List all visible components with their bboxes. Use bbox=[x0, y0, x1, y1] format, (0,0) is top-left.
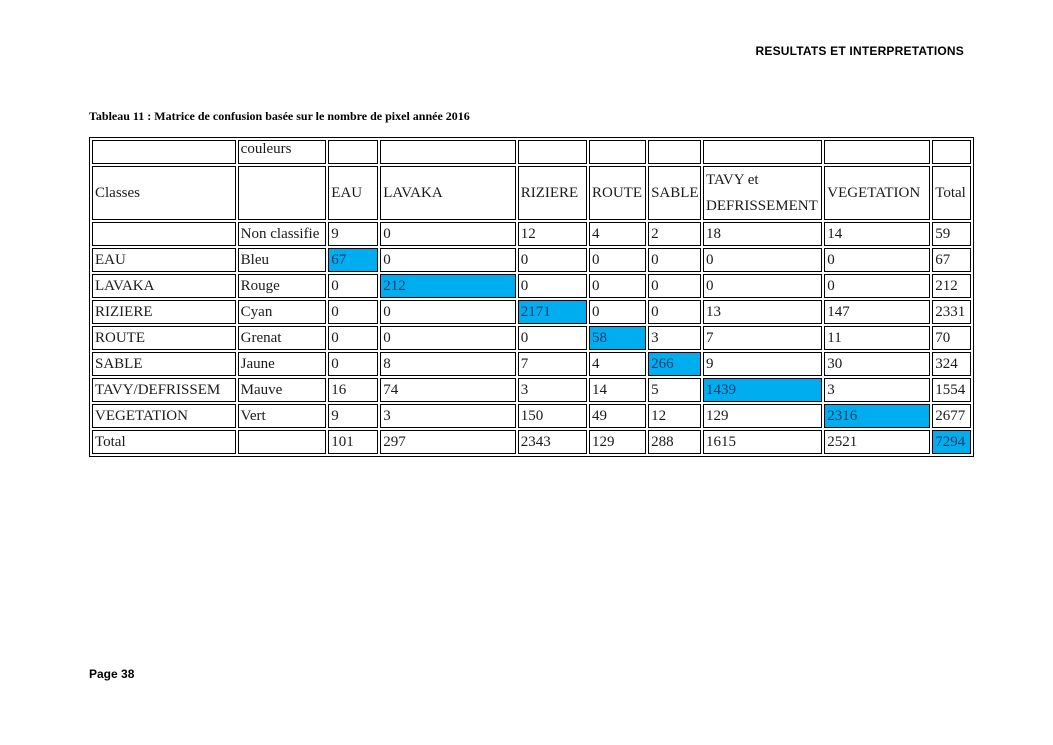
table-cell: 4 bbox=[589, 222, 646, 246]
table-cell bbox=[518, 140, 587, 164]
diagonal-cell: 7294 bbox=[932, 430, 971, 454]
table-cell: 2 bbox=[648, 222, 701, 246]
row-color-cell: Non classifie bbox=[238, 222, 327, 246]
matrix-body bbox=[92, 222, 971, 454]
table-cell: 0 bbox=[648, 248, 701, 272]
table-row bbox=[92, 404, 971, 428]
table-cell: 0 bbox=[589, 248, 646, 272]
row-color-cell: Grenat bbox=[238, 326, 327, 350]
diagonal-cell: 67 bbox=[328, 248, 378, 272]
row-class-cell: EAU bbox=[92, 248, 236, 272]
diagonal-cell: 266 bbox=[648, 352, 701, 376]
table-row bbox=[92, 352, 971, 376]
table-cell: 3 bbox=[824, 378, 930, 402]
row-color-cell: Mauve bbox=[238, 378, 327, 402]
header-cell-lavaka: LAVAKA bbox=[380, 166, 516, 220]
table-cell: 0 bbox=[328, 274, 378, 298]
header-cell-eau: EAU bbox=[328, 166, 378, 220]
table-cell: 147 bbox=[824, 300, 930, 324]
table-cell: 0 bbox=[589, 274, 646, 298]
table-cell: 0 bbox=[518, 274, 587, 298]
header-cell-vegetation: VEGETATION bbox=[824, 166, 930, 220]
table-cell: 9 bbox=[703, 352, 822, 376]
table-cell: 13 bbox=[703, 300, 822, 324]
table-cell bbox=[380, 140, 516, 164]
table-row bbox=[92, 378, 971, 402]
table-cell: 3 bbox=[648, 326, 701, 350]
table-cell: 14 bbox=[589, 378, 646, 402]
table-cell: 0 bbox=[518, 326, 587, 350]
table-cell: 3 bbox=[380, 404, 516, 428]
table-cell bbox=[648, 140, 701, 164]
table-cell: 129 bbox=[703, 404, 822, 428]
diagonal-cell: 2316 bbox=[824, 404, 930, 428]
table-cell: 0 bbox=[703, 274, 822, 298]
diagonal-cell: 58 bbox=[589, 326, 646, 350]
header-cell-total: Total bbox=[932, 166, 971, 220]
table-cell: 150 bbox=[518, 404, 587, 428]
table-cell: 5 bbox=[648, 378, 701, 402]
table-cell: 2331 bbox=[932, 300, 971, 324]
row-class-cell: RIZIERE bbox=[92, 300, 236, 324]
table-cell: 1554 bbox=[932, 378, 971, 402]
table-row bbox=[92, 326, 971, 350]
row-class-cell: TAVY/DEFRISSEM bbox=[92, 378, 236, 402]
row-color-cell bbox=[238, 430, 327, 454]
table-cell: 0 bbox=[380, 300, 516, 324]
table-cell: 0 bbox=[328, 300, 378, 324]
row-class-cell: Total bbox=[92, 430, 236, 454]
table-cell: 9 bbox=[328, 222, 378, 246]
table-caption: Tableau 11 : Matrice de confusion basée sur le nombre de pixel année 2016 bbox=[89, 109, 470, 123]
row-class-cell: SABLE bbox=[92, 352, 236, 376]
row-color-cell: Rouge bbox=[238, 274, 327, 298]
header-cell-sable: SABLE bbox=[648, 166, 701, 220]
table-cell-couleurs: couleurs bbox=[238, 140, 327, 164]
table-cell: 7 bbox=[518, 352, 587, 376]
row-color-cell: Jaune bbox=[238, 352, 327, 376]
table-cell: 0 bbox=[648, 274, 701, 298]
table-header-row bbox=[92, 166, 971, 220]
table-cell: 16 bbox=[328, 378, 378, 402]
table-cell: 18 bbox=[703, 222, 822, 246]
table-cell: 4 bbox=[589, 352, 646, 376]
row-class-cell: LAVAKA bbox=[92, 274, 236, 298]
table-cell: 0 bbox=[380, 222, 516, 246]
table-row bbox=[92, 430, 971, 454]
row-class-cell: ROUTE bbox=[92, 326, 236, 350]
table-cell bbox=[932, 140, 971, 164]
page-header-title: RESULTATS ET INTERPRETATIONS bbox=[755, 44, 964, 58]
table-cell: 30 bbox=[824, 352, 930, 376]
table-cell bbox=[328, 140, 378, 164]
row-color-cell: Cyan bbox=[238, 300, 327, 324]
table-cell: 12 bbox=[648, 404, 701, 428]
table-cell: 288 bbox=[648, 430, 701, 454]
header-cell bbox=[238, 166, 327, 220]
table-cell: 67 bbox=[932, 248, 971, 272]
table-cell bbox=[703, 140, 822, 164]
table-cell: 2677 bbox=[932, 404, 971, 428]
table-cell: 324 bbox=[932, 352, 971, 376]
header-cell-route: ROUTE bbox=[589, 166, 646, 220]
header-cell-classes: Classes bbox=[92, 166, 236, 220]
table-cell: 7 bbox=[703, 326, 822, 350]
table-cell: 1615 bbox=[703, 430, 822, 454]
table-cell: 101 bbox=[328, 430, 378, 454]
page-number: Page 38 bbox=[89, 667, 135, 681]
row-class-cell: VEGETATION bbox=[92, 404, 236, 428]
table-cell: 9 bbox=[328, 404, 378, 428]
table-cell: 14 bbox=[824, 222, 930, 246]
confusion-matrix-table bbox=[89, 137, 974, 457]
table-cell: 2343 bbox=[518, 430, 587, 454]
table-cell bbox=[824, 140, 930, 164]
table-cell: 70 bbox=[932, 326, 971, 350]
row-color-cell: Bleu bbox=[238, 248, 327, 272]
table-cell: 0 bbox=[703, 248, 822, 272]
table-cell: 212 bbox=[932, 274, 971, 298]
table-row bbox=[92, 274, 971, 298]
table-cell: 74 bbox=[380, 378, 516, 402]
diagonal-cell: 1439 bbox=[703, 378, 822, 402]
table-cell: 8 bbox=[380, 352, 516, 376]
header-cell-tavy: TAVY et DEFRISSEMENT bbox=[703, 166, 822, 220]
table-cell: 11 bbox=[824, 326, 930, 350]
table-cell: 0 bbox=[824, 248, 930, 272]
table-cell bbox=[589, 140, 646, 164]
row-class-cell bbox=[92, 222, 236, 246]
table-cell: 0 bbox=[328, 326, 378, 350]
table-cell: 297 bbox=[380, 430, 516, 454]
table-cell: 59 bbox=[932, 222, 971, 246]
table-row-colors-label bbox=[92, 140, 971, 164]
table-row bbox=[92, 222, 971, 246]
table-row bbox=[92, 248, 971, 272]
table-row bbox=[92, 300, 971, 324]
row-color-cell: Vert bbox=[238, 404, 327, 428]
table-cell: 12 bbox=[518, 222, 587, 246]
table-cell: 2521 bbox=[824, 430, 930, 454]
diagonal-cell: 212 bbox=[380, 274, 516, 298]
table-cell: 0 bbox=[380, 326, 516, 350]
table-cell: 0 bbox=[589, 300, 646, 324]
table-cell: 0 bbox=[518, 248, 587, 272]
table-cell: 0 bbox=[328, 352, 378, 376]
table-cell: 0 bbox=[648, 300, 701, 324]
table-cell bbox=[92, 140, 236, 164]
table-cell: 3 bbox=[518, 378, 587, 402]
table-cell: 129 bbox=[589, 430, 646, 454]
header-cell-riziere: RIZIERE bbox=[518, 166, 587, 220]
table-cell: 0 bbox=[824, 274, 930, 298]
table-cell: 49 bbox=[589, 404, 646, 428]
diagonal-cell: 2171 bbox=[518, 300, 587, 324]
table-cell: 0 bbox=[380, 248, 516, 272]
